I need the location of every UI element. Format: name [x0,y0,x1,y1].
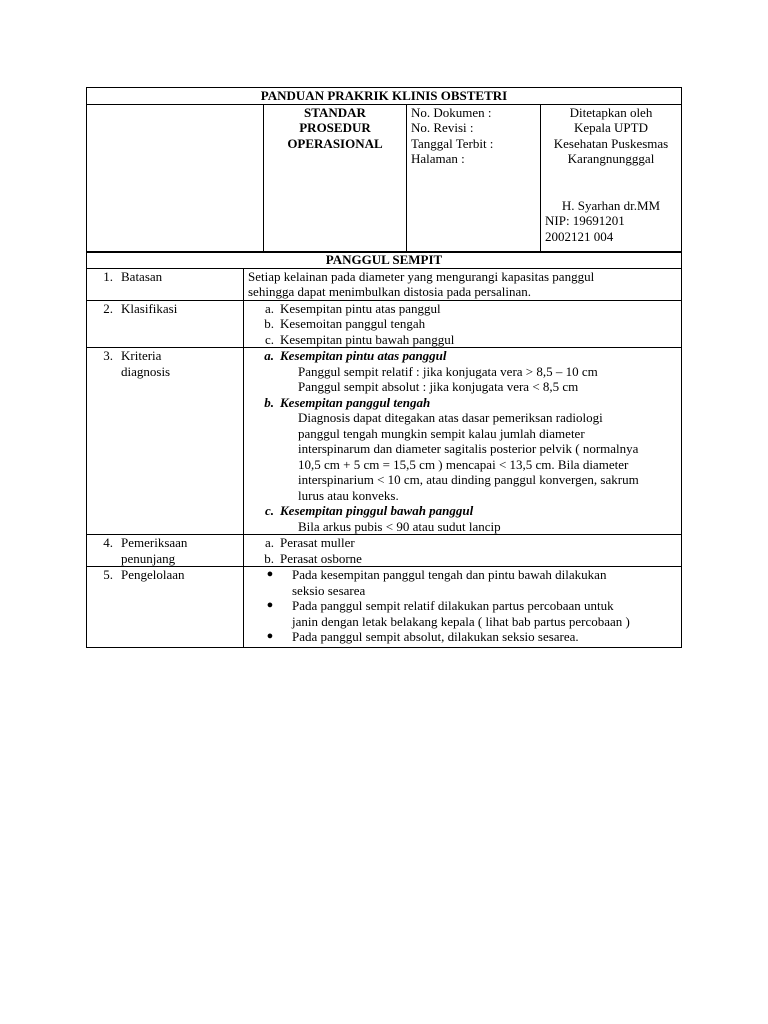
text-line: Bila arkus pubis < 90 atau sudut lancip [298,518,501,534]
text-line: sehingga dapat menimbulkan distosia pada persalinan. [248,284,532,299]
table-row [87,300,682,348]
heading-text: Kesempitan pinggul bawah panggul [280,503,474,518]
row-content-cell [244,535,682,567]
item-marker: a. [264,535,274,550]
table-row [87,268,682,300]
item-marker: b. [264,550,274,566]
bullet-text: Pada panggul sempit relatif dilakukan partus percobaan untuk [292,598,614,613]
item-text: Perasat osborne [280,550,362,566]
row-content-cell [244,567,682,648]
bullet-item [248,629,677,645]
sop-cell [264,104,407,252]
row-label-cell [87,348,244,535]
bullet-text: janin dengan letak belakang kepala ( lihat bab partus percobaan ) [292,613,630,629]
heading-text: Kesempitan pintu atas panggul [280,348,447,363]
signer-nip: 2002121 004 [545,228,614,244]
list-item [248,316,677,332]
bullet-item [248,567,677,598]
item-marker: b. [264,394,274,410]
criteria-heading [248,503,677,519]
row-label-cell [87,300,244,348]
document-title: PANDUAN PRAKRIK KLINIS OBSTETRI [87,88,682,105]
ditetapkan-line: Kepala UPTD [573,120,648,135]
text-line: Diagnosis dapat ditegakan atas dasar pemeriksan radiologi [298,410,603,425]
sop-line: OPERASIONAL [287,135,383,151]
list-item [248,301,677,317]
row-number: 5. [103,567,113,582]
row-number: 1. [103,268,113,284]
sop-line: STANDAR [304,104,366,120]
row-label: Kriteria [121,348,162,363]
row-label: diagnosis [121,363,171,379]
doc-field: No. Dokumen : [411,104,492,120]
header-table [86,87,682,253]
text-line: lurus atau konveks. [298,487,399,503]
criteria-heading [248,395,677,411]
row-number: 2. [103,300,113,316]
item-text: Kesemoitan panggul tengah [280,316,426,331]
item-marker: c. [264,503,274,518]
item-marker: c. [264,331,274,347]
table-row [87,348,682,535]
row-content-cell [244,268,682,300]
item-marker: a. [264,348,274,363]
doc-field: Halaman : [411,151,465,166]
heading-text: Kesempitan panggul tengah [280,394,431,410]
doc-field: Tanggal Terbit : [411,135,494,151]
sop-line: PROSEDUR [299,120,371,135]
table-row [87,535,682,567]
text-line: panggul tengah mungkin sempit kalau jumlah diameter [298,425,585,441]
logo-cell [87,104,264,252]
doc-fields-cell [407,104,541,252]
criteria-heading [248,348,677,364]
content-table [86,251,682,648]
row-content-cell [244,300,682,348]
row-label: Pemeriksaan [121,535,188,550]
row-label-cell [87,268,244,300]
text-line: 10,5 cm + 5 cm = 15,5 cm ) mencapai < 13,5 cm. Bila diameter [298,456,629,472]
text-line: Setiap kelainan pada diameter yang mengurangi kapasitas panggul [248,268,595,284]
row-label-cell [87,567,244,648]
signer-nip: NIP: 19691201 [545,213,625,228]
text-line: interspinarum dan diameter sagitalis posterior pelvik ( normalnya [298,441,639,456]
section-title: PANGGUL SEMPIT [87,252,682,269]
row-label-cell [87,535,244,567]
text-line: interspinarium < 10 cm, atau dinding panggul konvergen, sakrum [298,472,639,487]
text-line: Panggul sempit relatif : jika konjugata vera > 8,5 – 10 cm [298,363,598,379]
bullet-dot-icon: ● [266,630,274,642]
table-row [87,567,682,648]
ditetapkan-line: Karangnungggal [567,151,655,166]
row-label: Pengelolaan [121,567,185,582]
item-marker: a. [264,300,274,316]
bullet-text: Pada kesempitan panggul tengah dan pintu bawah dilakukan [292,567,607,582]
row-number: 4. [103,535,113,550]
bullet-text: seksio sesarea [292,582,366,598]
list-item [248,535,677,551]
row-label: Batasan [121,268,163,284]
bullet-text: Pada panggul sempit absolut, dilakukan seksio sesarea. [292,629,579,644]
ditetapkan-line: Kesehatan Puskesmas [553,135,669,151]
signer-name: H. Syarhan dr.MM [561,197,661,213]
ditetapkan-cell [541,104,682,252]
doc-field: No. Revisi : [411,120,474,135]
bullet-dot-icon: ● [266,599,274,611]
row-label: Klasifikasi [121,300,178,316]
text-line: Panggul sempit absolut : jika konjugata vera < 8,5 cm [298,379,579,394]
item-text: Perasat muller [280,535,355,550]
bullet-dot-icon: ● [266,568,274,580]
ditetapkan-line: Ditetapkan oleh [569,104,653,120]
row-label: penunjang [121,550,176,566]
list-item [248,332,677,348]
row-content-cell [244,348,682,535]
bullet-item [248,598,677,629]
item-marker: b. [264,316,274,331]
item-text: Kesempitan pintu bawah panggul [280,331,455,347]
list-item [248,551,677,567]
row-number: 3. [103,348,113,363]
item-text: Kesempitan pintu atas panggul [280,300,441,316]
